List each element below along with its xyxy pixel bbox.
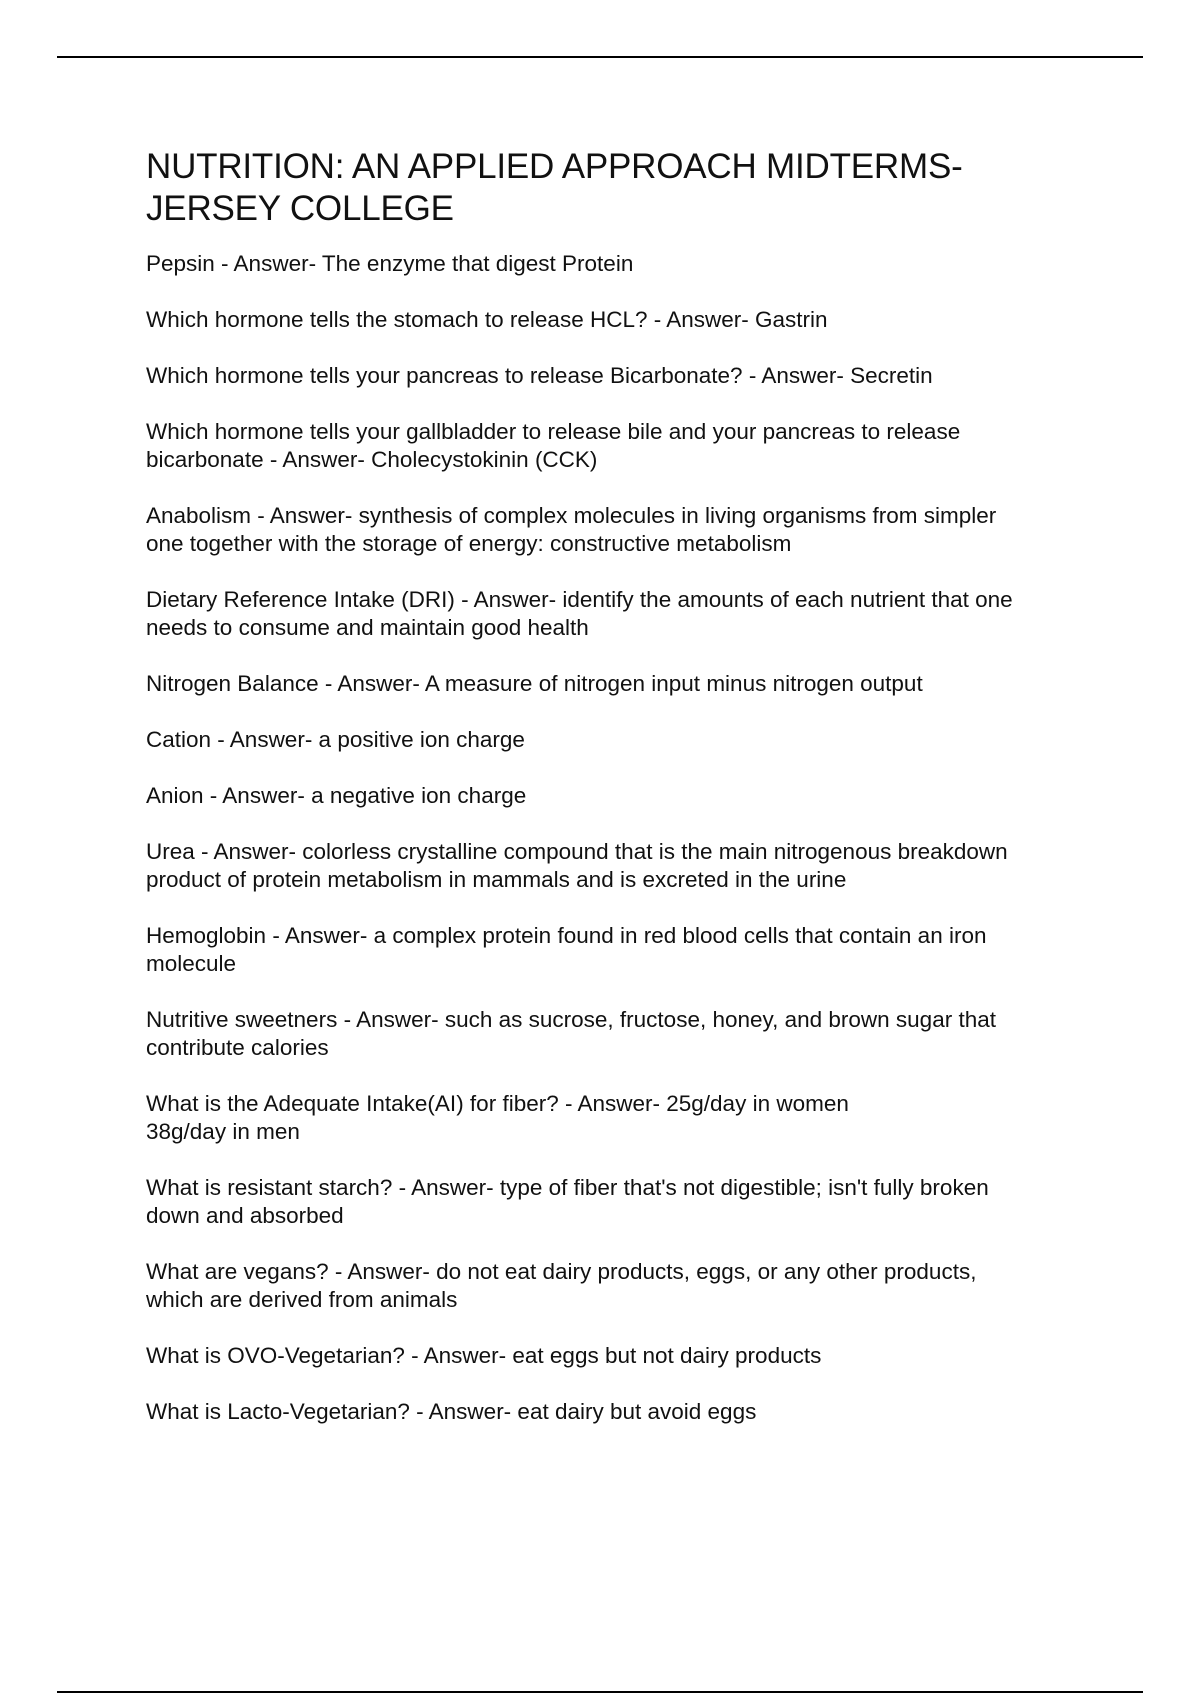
qa-item: What is the Adequate Intake(AI) for fiber? - Answer- 25g/day in women 38g/day in men (146, 1091, 849, 1144)
qa-item: Nitrogen Balance - Answer- A measure of nitrogen input minus nitrogen output (146, 671, 923, 696)
qa-item: What is OVO-Vegetarian? - Answer- eat eggs but not dairy products (146, 1343, 822, 1368)
qa-item: Dietary Reference Intake (DRI) - Answer- identify the amounts of each nutrient that one needs to consume and maintain good health (146, 587, 1013, 640)
qa-item: What is Lacto-Vegetarian? - Answer- eat dairy but avoid eggs (146, 1399, 757, 1424)
qa-item: Which hormone tells the stomach to release HCL? - Answer- Gastrin (146, 307, 828, 332)
qa-list (146, 250, 1106, 1426)
qa-item: Pepsin - Answer- The enzyme that digest Protein (146, 251, 634, 276)
document-body (146, 146, 1106, 1454)
qa-item: Which hormone tells your pancreas to release Bicarbonate? - Answer- Secretin (146, 363, 933, 388)
qa-item: Anabolism - Answer- synthesis of complex molecules in living organisms from simpler one together with the storage of energy: constructive metabolism (146, 503, 997, 556)
top-rule (57, 56, 1143, 58)
qa-item: Nutritive sweetners - Answer- such as sucrose, fructose, honey, and brown sugar that contribute calories (146, 1007, 996, 1060)
document-title: NUTRITION: AN APPLIED APPROACH MIDTERMS- JERSEY COLLEGE (146, 147, 963, 228)
qa-item: What is resistant starch? - Answer- type of fiber that's not digestible; isn't fully broken down and absorbed (146, 1175, 989, 1228)
bottom-rule (57, 1691, 1143, 1693)
qa-item: Urea - Answer- colorless crystalline compound that is the main nitrogenous breakdown product of protein metabolism in mammals and is excreted in the urine (146, 839, 1008, 892)
qa-item: Which hormone tells your gallbladder to release bile and your pancreas to release bicarbonate - Answer- Cholecystokinin (CCK) (146, 419, 961, 472)
qa-item: Anion - Answer- a negative ion charge (146, 783, 527, 808)
qa-item: Cation - Answer- a positive ion charge (146, 727, 525, 752)
qa-item: What are vegans? - Answer- do not eat dairy products, eggs, or any other products, which are derived from animals (146, 1259, 977, 1312)
qa-item: Hemoglobin - Answer- a complex protein found in red blood cells that contain an iron molecule (146, 923, 987, 976)
